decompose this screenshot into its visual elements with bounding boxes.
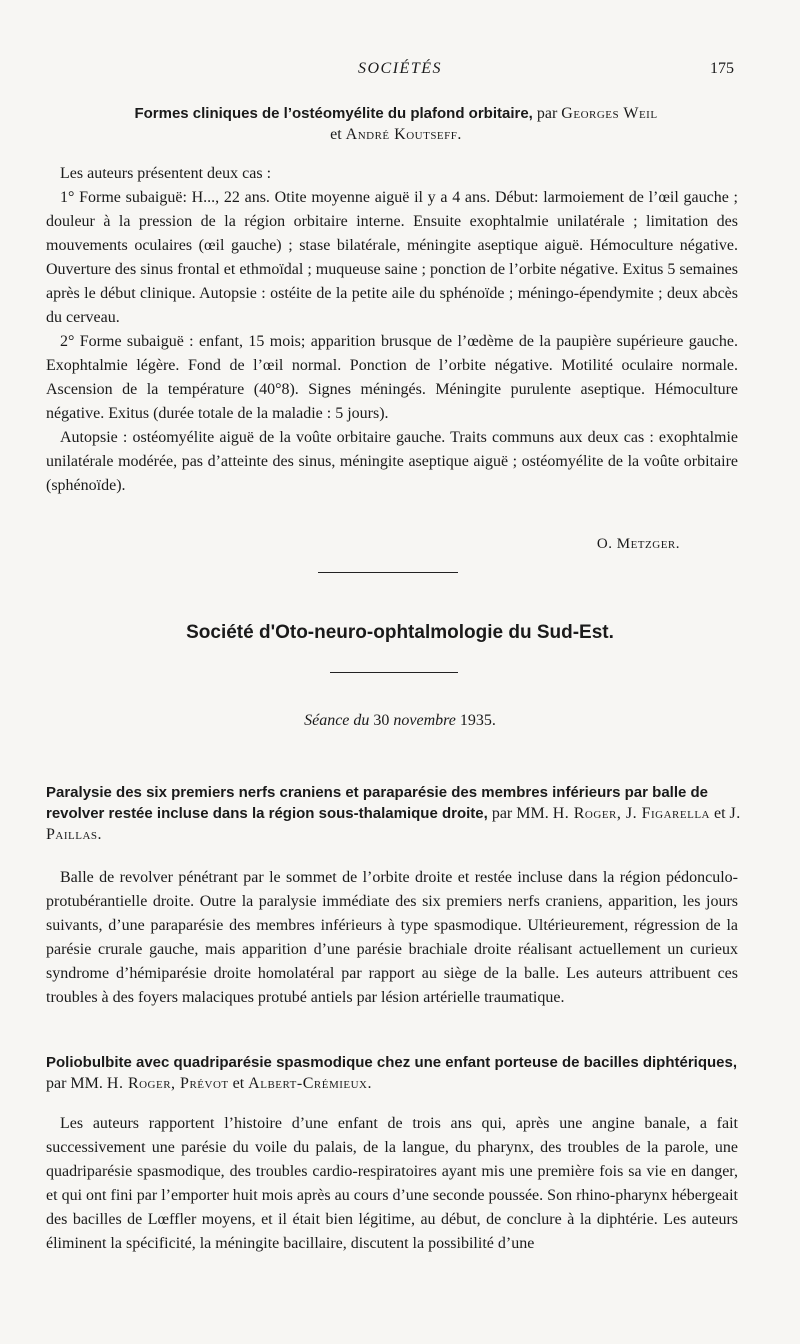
article-1-body <box>46 162 738 498</box>
article-2-authors-last: J. Paillas. <box>46 805 741 843</box>
article-2-body <box>46 866 738 1010</box>
article-1-and: et <box>330 126 342 143</box>
article-1-authors-2: André Koutseff. <box>345 126 462 143</box>
section-divider <box>318 572 458 573</box>
article-1-byline-prefix: par <box>536 105 558 122</box>
article-3-title-block <box>46 1052 746 1094</box>
article-2-title-block <box>46 782 746 845</box>
article-1-title-block <box>46 103 746 145</box>
article-3-authors-last: Albert-Crémieux. <box>248 1075 373 1092</box>
article-1-paragraph: Autopsie : ostéomyélite aiguë de la voûte orbitaire gauche. Traits communs aux deux cas : exophtalmie unilatérale modérée, pas d’atteinte des sinus, méningite aseptique aiguë ; ostéomyélite de la voûte orbitaire (sphénoïde). <box>46 429 738 494</box>
article-3-body <box>46 1112 738 1256</box>
article-2-authors: H. Roger, J. Figarella <box>552 805 710 822</box>
article-1-signature: O. Metzger. <box>596 536 680 552</box>
running-title: SOCIÉTÉS <box>358 60 442 77</box>
article-2-byline-prefix: par MM. <box>491 805 549 822</box>
session-date <box>0 712 800 730</box>
article-1-title: Formes cliniques de l’ostéomyélite du plafond orbitaire, <box>134 105 533 122</box>
article-1-paragraph: 2° Forme subaiguë : enfant, 15 mois; apparition brusque de l’œdème de la paupière supérieure gauche. Exophtalmie légère. Fond de l’œil normal. Ponction de l’orbite négative. Motilité oculaire normale. Ascension de la température (40°8). Signes méningés. Méningite purulente aseptique. Hémoculture négative. Exitus (durée totale de la maladie : 5 jours). <box>46 333 738 422</box>
society-divider <box>330 672 458 673</box>
article-3-byline-prefix: par MM. <box>46 1075 103 1092</box>
session-day: 30 <box>373 712 390 729</box>
article-2-title: Paralysie des six premiers nerfs craniens et paraparésie des membres inférieurs par balle de revolver restée incluse dans la région sous-thalamique droite, <box>46 784 709 822</box>
session-label: Séance du <box>304 712 370 729</box>
article-2-paragraph: Balle de revolver pénétrant par le sommet de l’orbite droite et restée incluse dans la région pédonculo-protubérantielle droite. Outre la paralysie immédiate des six premiers nerfs craniens, apparition, les jours suivants, d’une paraparésie des membres inférieurs à type spasmodique. Ultérieurement, régression de la parésie crurale gauche, mais apparition d’une parésie brachiale droite réalisant actuellement un curieux syndrome d’hémiparésie droite homolatéral par rapport au siège de la balle. Les auteurs attribuent ces troubles à des foyers malaciques protubé antiels par lésion artérielle traumatique. <box>46 869 738 1006</box>
article-1-authors: Georges Weil <box>561 105 658 122</box>
running-head <box>0 60 800 84</box>
article-1-paragraph: 1° Forme subaiguë: H..., 22 ans. Otite moyenne aiguë il y a 4 ans. Début: larmoiement de l’œil gauche ; douleur à la pression de la région orbitaire interne. Ensuite exophtalmie unilatérale ; limitation des mouvements oculaires (œil gauche) ; stase bilatérale, méningite aseptique aiguë. Hémoculture négative. Ouverture des sinus frontal et ethmoïdal ; muqueuse saine ; ponction de l’orbite négative. Exitus 5 semaines après le début clinique. Autopsie : ostéite de la petite aile du sphénoïde ; méningo-épendymite ; deux abcès du cerveau. <box>46 189 738 326</box>
page-number: 175 <box>710 60 734 77</box>
article-1-paragraph: Les auteurs présentent deux cas : <box>60 165 272 182</box>
society-title: Société d'Oto-neuro-ophtalmologie du Sud-Est. <box>186 622 614 643</box>
session-month: novembre <box>393 712 456 729</box>
session-year: 1935. <box>459 712 496 729</box>
article-3-authors: H. Roger, Prévot <box>106 1075 229 1092</box>
article-2-and: et <box>714 805 726 822</box>
article-3-paragraph: Les auteurs rapportent l’histoire d’une enfant de trois ans qui, après une angine banale, a fait successivement une parésie du voile du palais, de la langue, du pharynx, des troubles de la parole, une quadriparésie spasmodique, des troubles cardio-respiratoires ayant mis une première fois sa vie en danger, et qui ont fini par l’emporter huit mois après au cours d’une seconde poussée. Son rhino-pharynx hébergeait des bacilles de Lœffler moyens, et il était bien légitime, au début, de conclure à la diphtérie. Les auteurs éliminent la spécificité, la méningite bacillaire, discutent la possibilité d’une <box>46 1115 738 1252</box>
article-3-and: et <box>232 1075 245 1092</box>
article-3-title: Poliobulbite avec quadriparésie spasmodique chez une enfant porteuse de bacilles diphtériques, <box>46 1054 738 1071</box>
